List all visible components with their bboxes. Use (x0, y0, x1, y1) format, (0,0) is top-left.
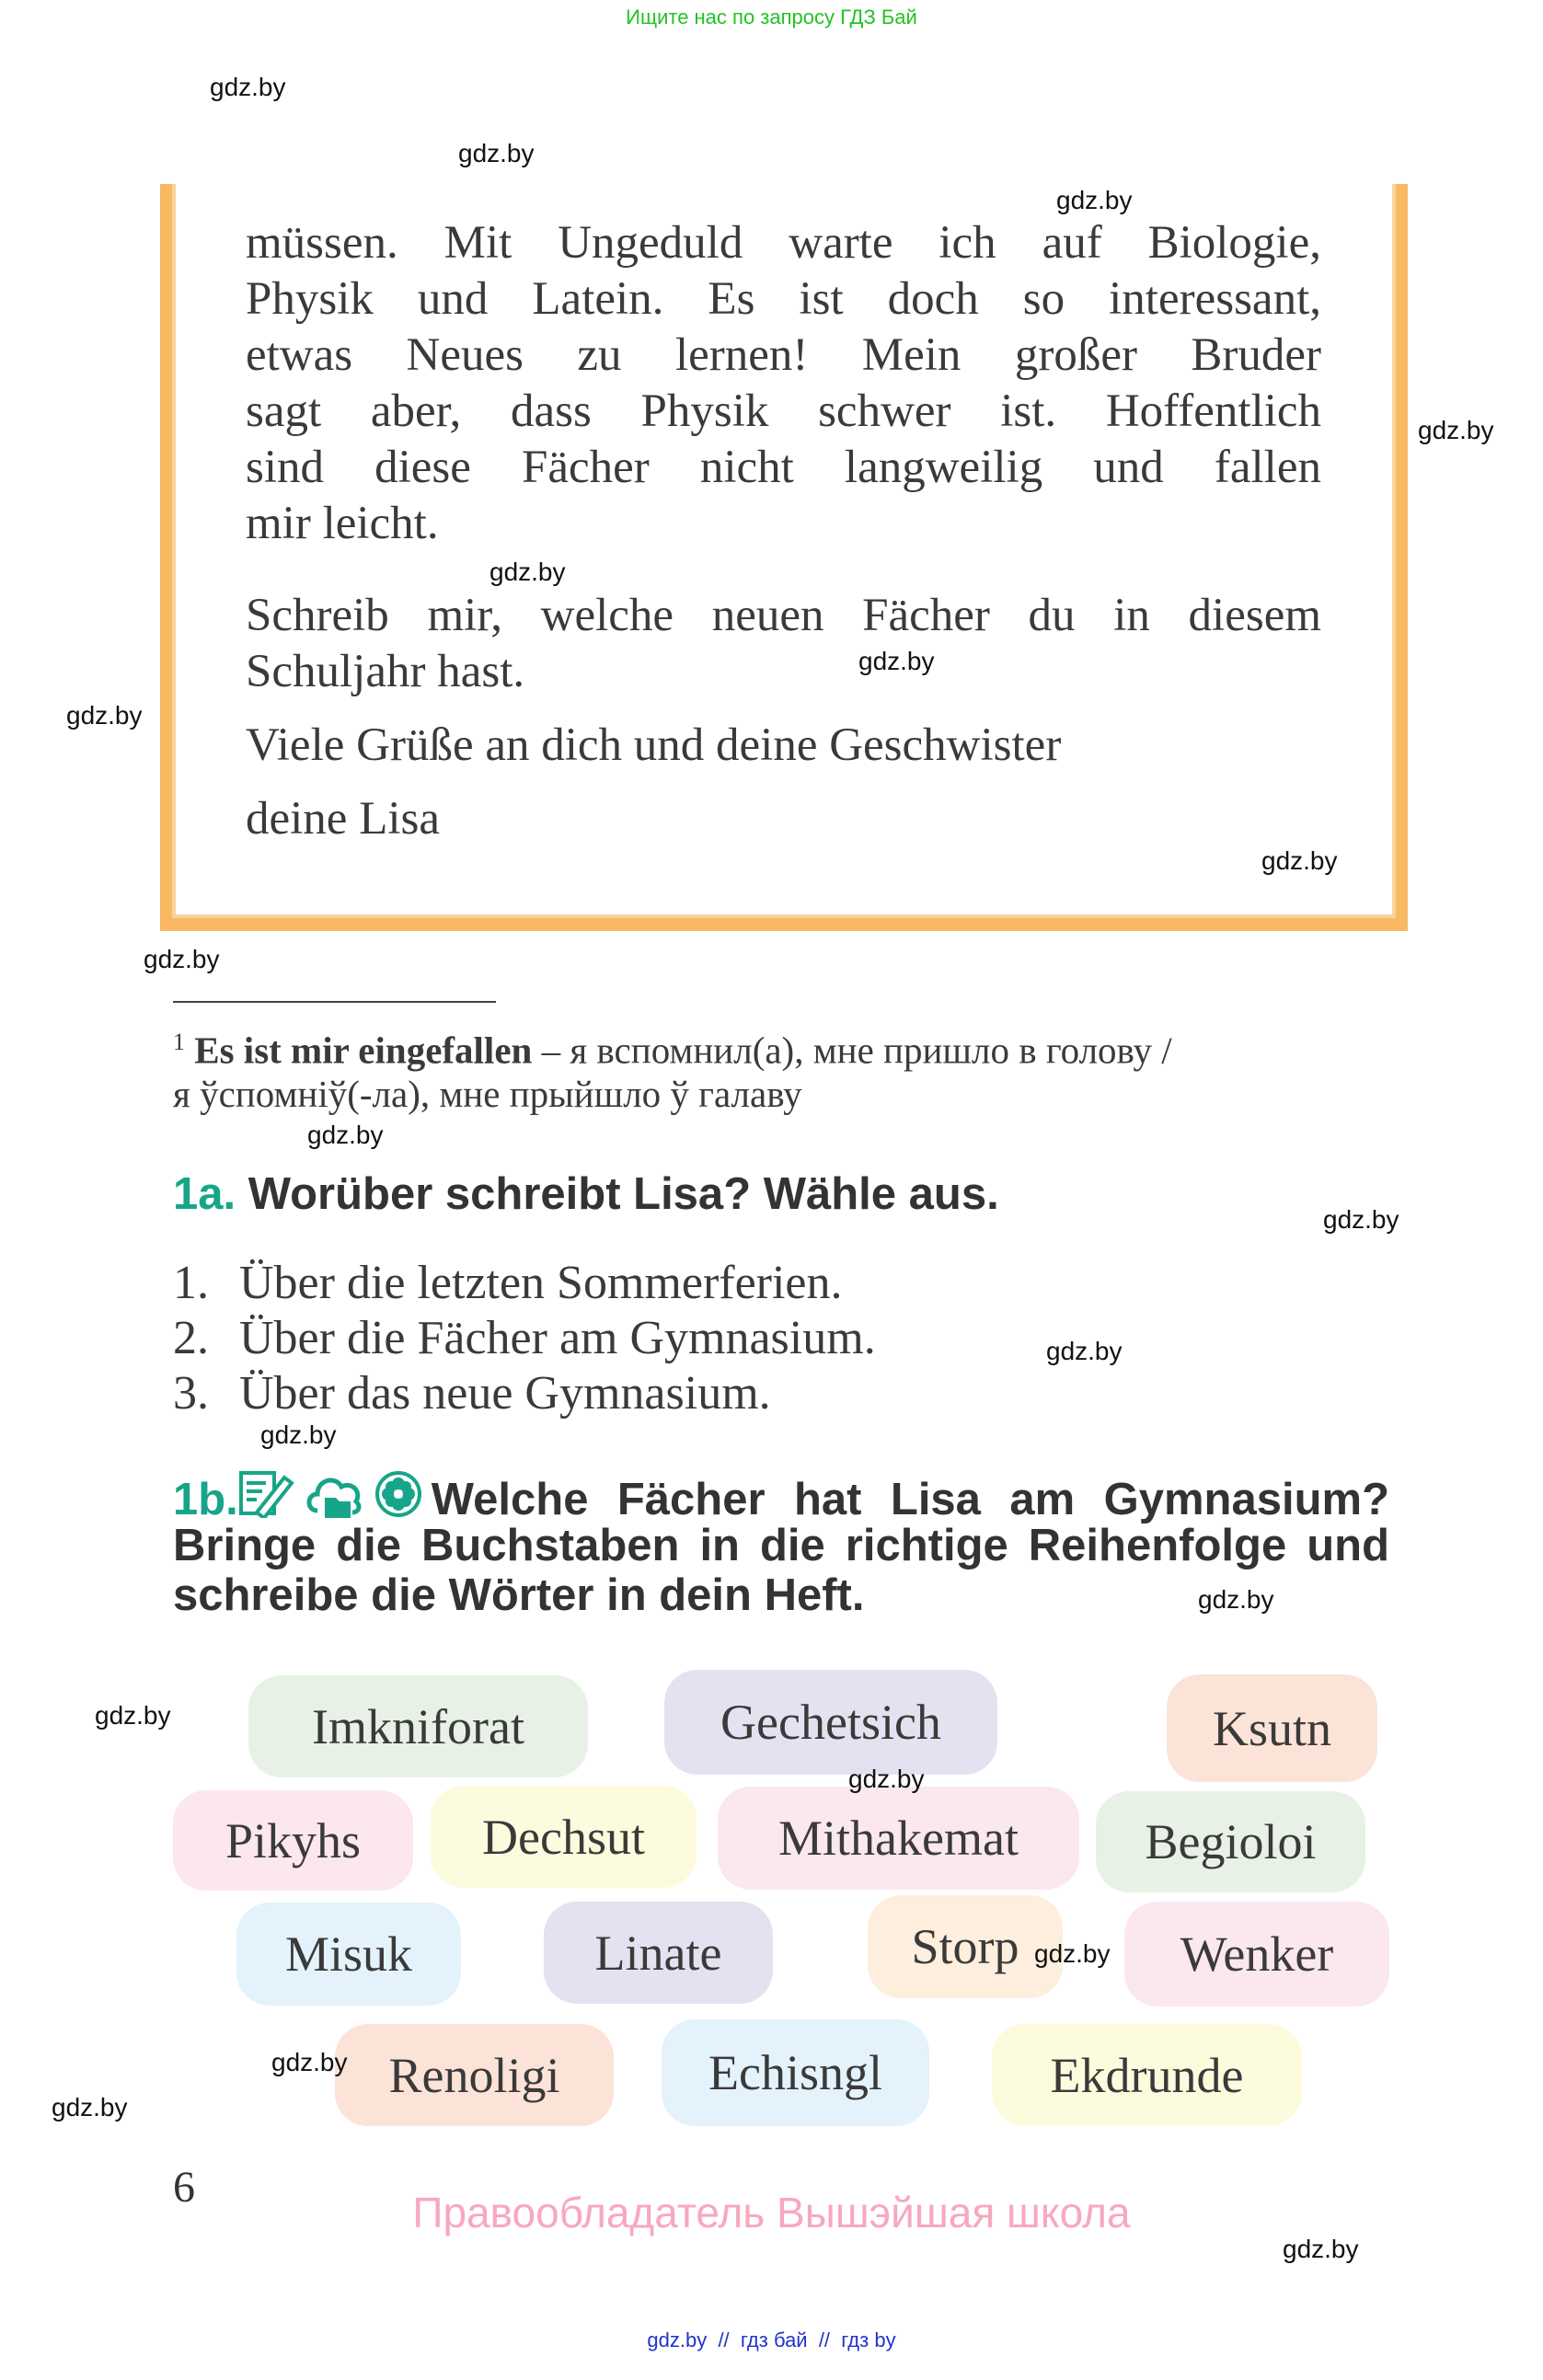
watermark-text: gdz.by (1261, 846, 1338, 875)
footnote-term: Es ist mir eingefallen (194, 1029, 533, 1072)
task-number: 1b. (173, 1475, 238, 1524)
option-number: 1. (173, 1257, 209, 1309)
watermark-text: gdz.by (210, 73, 286, 101)
footnote-marker: 1 (173, 1029, 185, 1055)
letter-line: Schuljahr hast. (246, 646, 525, 697)
copyright-notice: Правообладатель Вышэйшая школа (412, 2189, 1131, 2236)
letter-greeting: Viele Grüße an dich und deine Geschwister (246, 719, 1062, 771)
footnote-line2: я ўспомніў(-ла), мне прыйшло ў галаву (173, 1073, 802, 1115)
option-item (173, 1311, 876, 1366)
footer-links[interactable]: gdz.by // гдз бай // гдз by (647, 2328, 896, 2351)
watermark-text: gdz.by (1283, 2235, 1359, 2263)
word-card: Echisngl (662, 2019, 929, 2126)
watermark-text: gdz.by (1198, 1585, 1274, 1614)
task-number: 1a. (173, 1169, 236, 1219)
page-number: 6 (173, 2163, 195, 2212)
letter-line: sind diese Fächer nicht langweilig und fallen (246, 442, 1321, 493)
task-title: Worüber schreibt Lisa? Wähle aus. (248, 1169, 999, 1219)
watermark-text: gdz.by (1418, 416, 1494, 444)
letter-line: Physik und Latein. Es ist doch so interessant, (246, 273, 1321, 325)
task-1a-heading (173, 1168, 999, 1220)
watermark-text: gdz.by (271, 2048, 348, 2076)
word-card: Misuk (236, 1903, 461, 2006)
option-item (173, 1366, 771, 1421)
word-card: Begioloi (1096, 1791, 1365, 1892)
watermark-text: gdz.by (260, 1420, 337, 1449)
footnote-translation: – я вспомнил(а), мне пришло в голову / (532, 1029, 1172, 1072)
word-card: Storp (868, 1895, 1063, 1998)
word-card: Ekdrunde (992, 2024, 1302, 2126)
word-card: Ksutn (1167, 1674, 1377, 1782)
task-title: Welche Fächer hat Lisa am Gymnasium? (431, 1475, 1389, 1524)
watermark-text: gdz.by (307, 1121, 384, 1149)
letter-line: etwas Neues zu lernen! Mein großer Bruder (246, 329, 1321, 381)
watermark-text: gdz.by (1046, 1337, 1123, 1365)
search-banner: Ищите нас по запросу ГДЗ Бай (626, 6, 917, 29)
task-1b-line: schreibe die Wörter in dein Heft. (173, 1570, 865, 1620)
word-card: Linate (544, 1902, 773, 2004)
word-card: Imkniforat (248, 1675, 588, 1777)
watermark-text: gdz.by (1034, 1939, 1111, 1968)
watermark-text: gdz.by (95, 1701, 171, 1730)
watermark-text: gdz.by (1056, 186, 1133, 214)
watermark-text: gdz.by (66, 701, 143, 730)
word-card: Renoligi (335, 2024, 614, 2126)
watermark-text: gdz.by (848, 1765, 925, 1793)
watermark-text: gdz.by (858, 647, 935, 675)
option-text: Über das neue Gymnasium. (239, 1367, 771, 1420)
option-item (173, 1256, 843, 1311)
watermark-text: gdz.by (52, 2093, 128, 2121)
letter-line: mir leicht. (246, 498, 439, 549)
watermark-text: gdz.by (458, 139, 535, 167)
word-card: Wenker (1124, 1902, 1389, 2006)
letter-line: sagt aber, dass Physik schwer ist. Hoffentlich (246, 385, 1321, 437)
letter-line: Schreib mir, welche neuen Fächer du in diesem (246, 590, 1321, 641)
letter-line: müssen. Mit Ungeduld warte ich auf Biologie, (246, 217, 1321, 269)
option-text: Über die letzten Sommerferien. (239, 1257, 843, 1309)
footnote (173, 1018, 1397, 1075)
word-card: Mithakemat (718, 1787, 1079, 1890)
watermark-text: gdz.by (144, 945, 220, 973)
word-card: Gechetsich (664, 1670, 997, 1775)
word-card: Dechsut (431, 1786, 697, 1888)
letter-signature: deine Lisa (246, 793, 440, 845)
option-number: 3. (173, 1367, 209, 1420)
watermark-text: gdz.by (1323, 1205, 1399, 1234)
task-1b-line: Bringe die Buchstaben in die richtige Reihenfolge und (173, 1521, 1389, 1570)
word-card: Pikyhs (173, 1790, 413, 1891)
footnote-divider (173, 1001, 496, 1003)
option-number: 2. (173, 1312, 209, 1364)
watermark-text: gdz.by (489, 558, 566, 586)
option-text: Über die Fächer am Gymnasium. (239, 1312, 876, 1364)
